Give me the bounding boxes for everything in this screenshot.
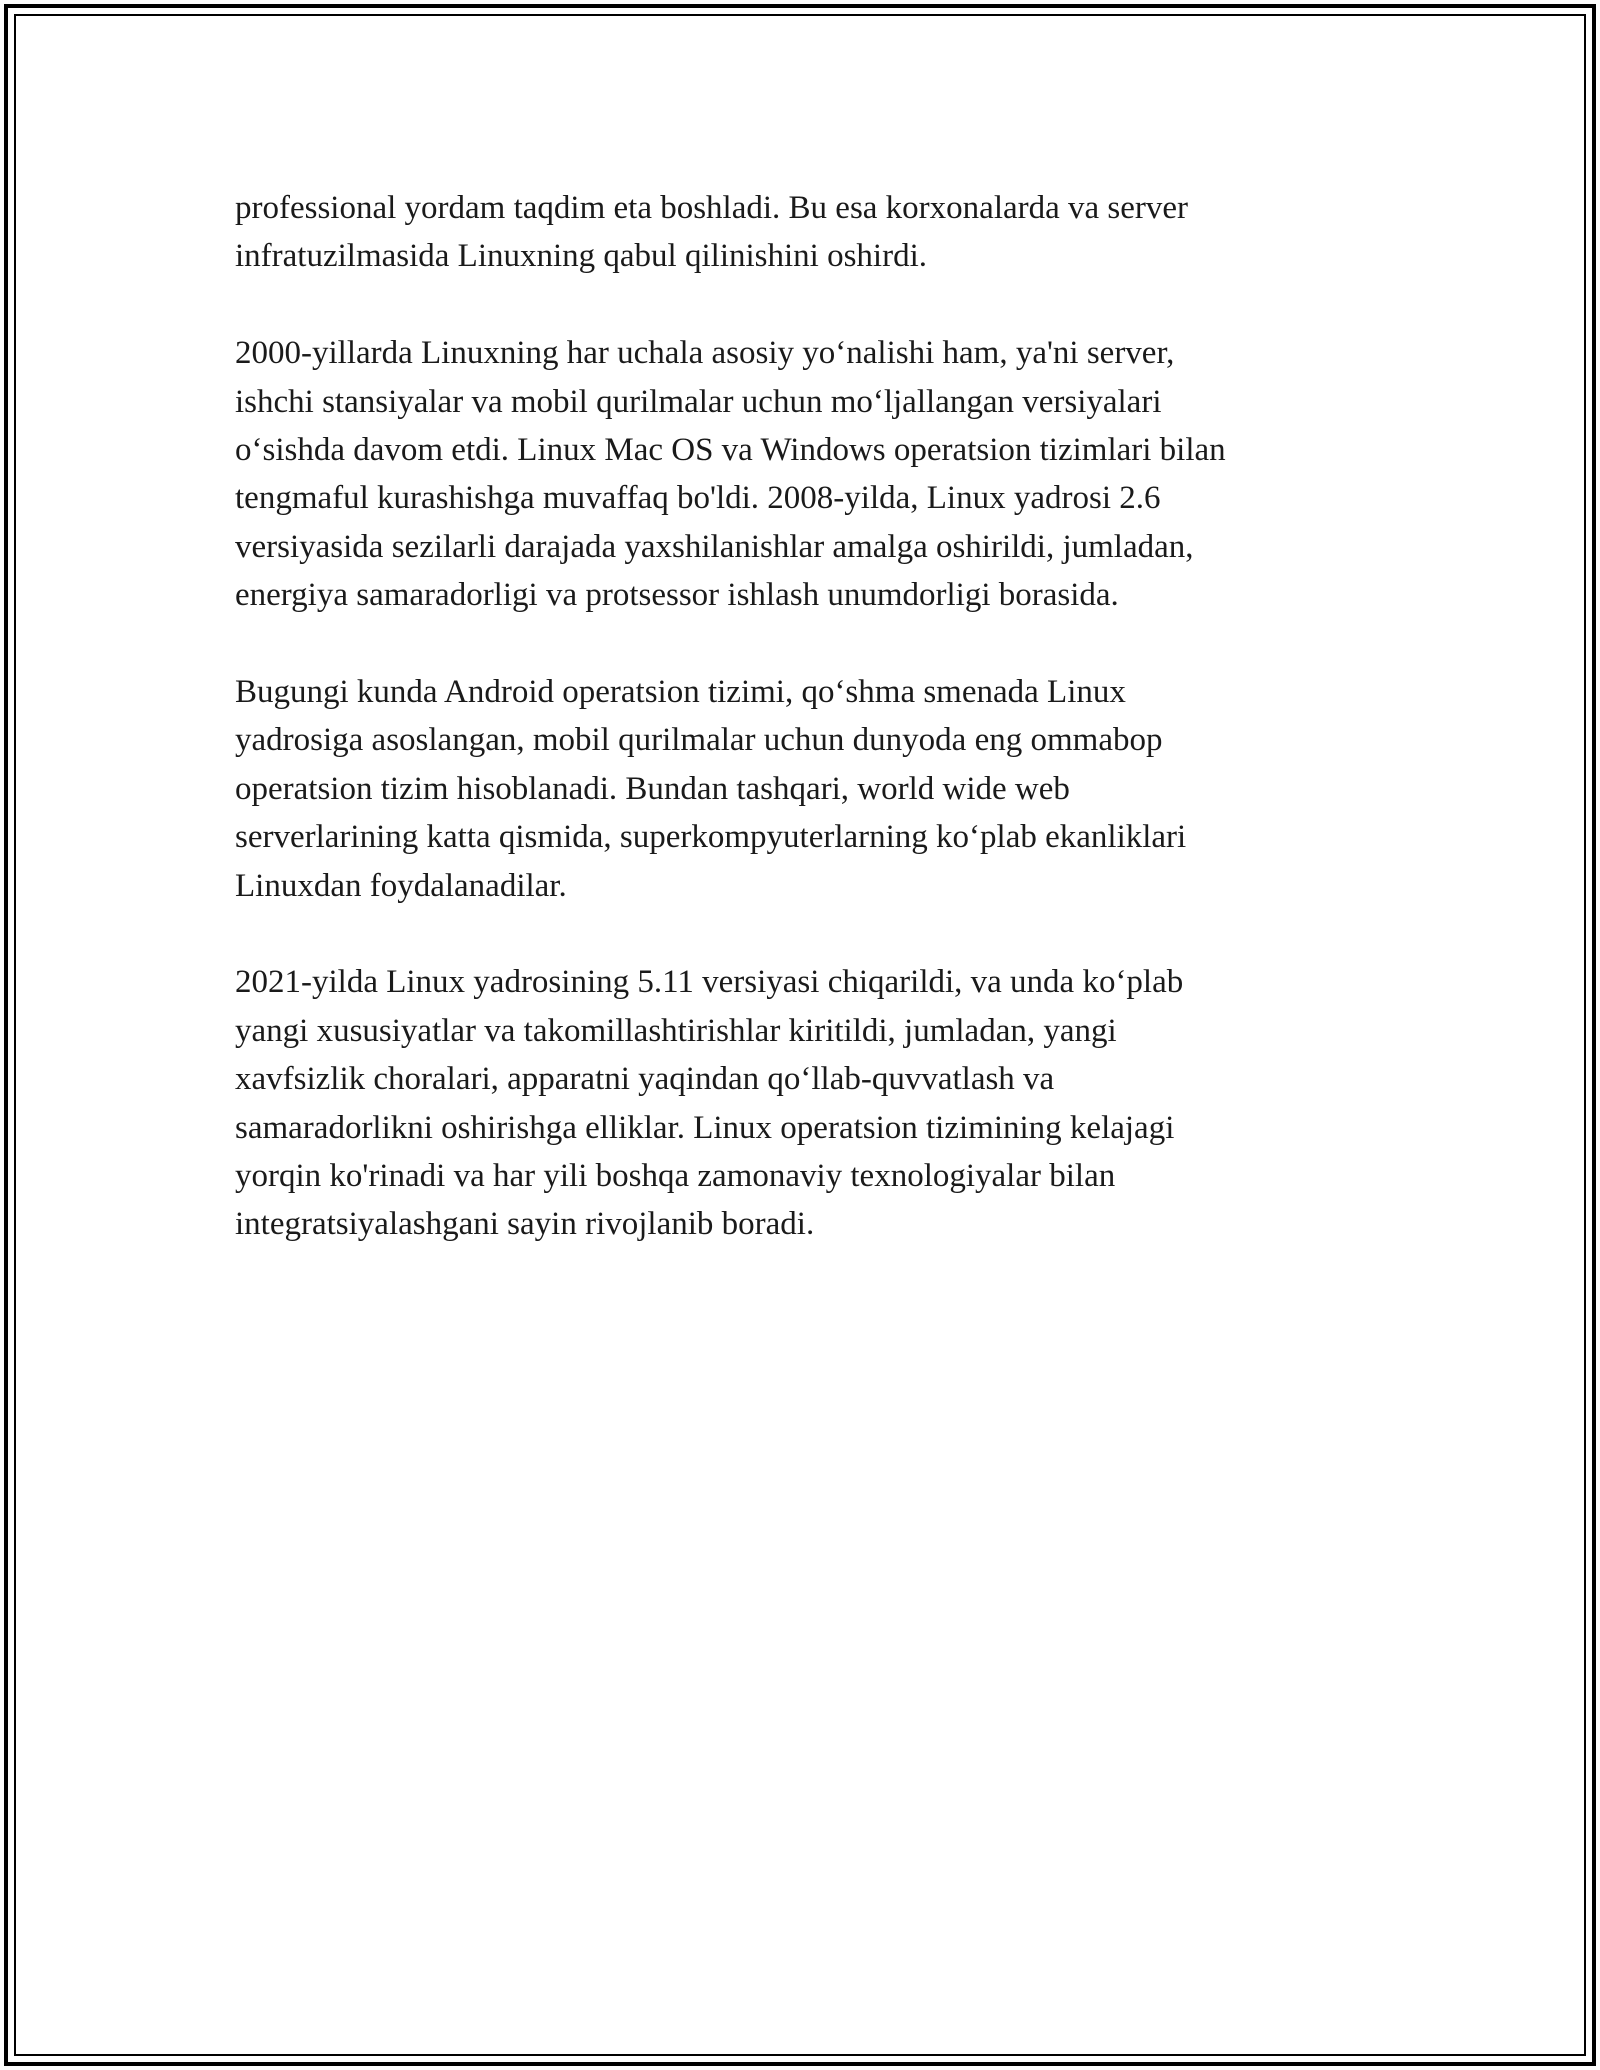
- paragraph-1: professional yordam taqdim eta boshladi. Bu esa korxonalarda va server infratuzilmasida Linuxning qabul qilinishini oshirdi.: [235, 190, 1189, 275]
- paragraph-3: Bugungi kunda Android operatsion tizimi, qoʻshma smenada Linux yadrosiga asoslangan, mobil qurilmalar uchun dunyoda eng ommabop operatsion tizim hisoblanadi. Bundan tashqari, world wide web serverlarining katta qismida, superkompyuterlarning koʻplab ekanliklari Linuxdan foydalanadilar.: [235, 674, 1187, 904]
- paragraph-2: 2000-yillarda Linuxning har uchala asosiy yoʻnalishi ham, ya'ni server, ishchi stansiyalar va mobil qurilmalar uchun moʻljallangan versiyalari oʻsishda davom etdi. Linux Mac OS va Windows operatsion tizimlari bilan tengmaful kurashishga muvaffaq bo'ldi. 2008-yilda, Linux yadrosi 2.6 versiyasida sezilarli darajada yaxshilanishlar amalga oshirildi, jumladan, energiya samaradorligi va protsessor ishlash unumdorligi borasida.: [235, 335, 1226, 614]
- paragraph-4: 2021-yilda Linux yadrosining 5.11 versiyasi chiqarildi, va unda koʻplab yangi xususiyatlar va takomillashtirishlar kiritildi, jumladan, yangi xavfsizlik choralari, apparatni yaqindan qoʻllab-quvvatlash va samaradorlikni oshirishga elliklar. Linux operatsion tizimining kelajagi yorqin ko'rinadi va har yili boshqa zamonaviy texnologiyalar bilan integratsiyalashgani sayin rivojlanib boradi.: [235, 964, 1184, 1243]
- document-body: [235, 184, 1355, 1297]
